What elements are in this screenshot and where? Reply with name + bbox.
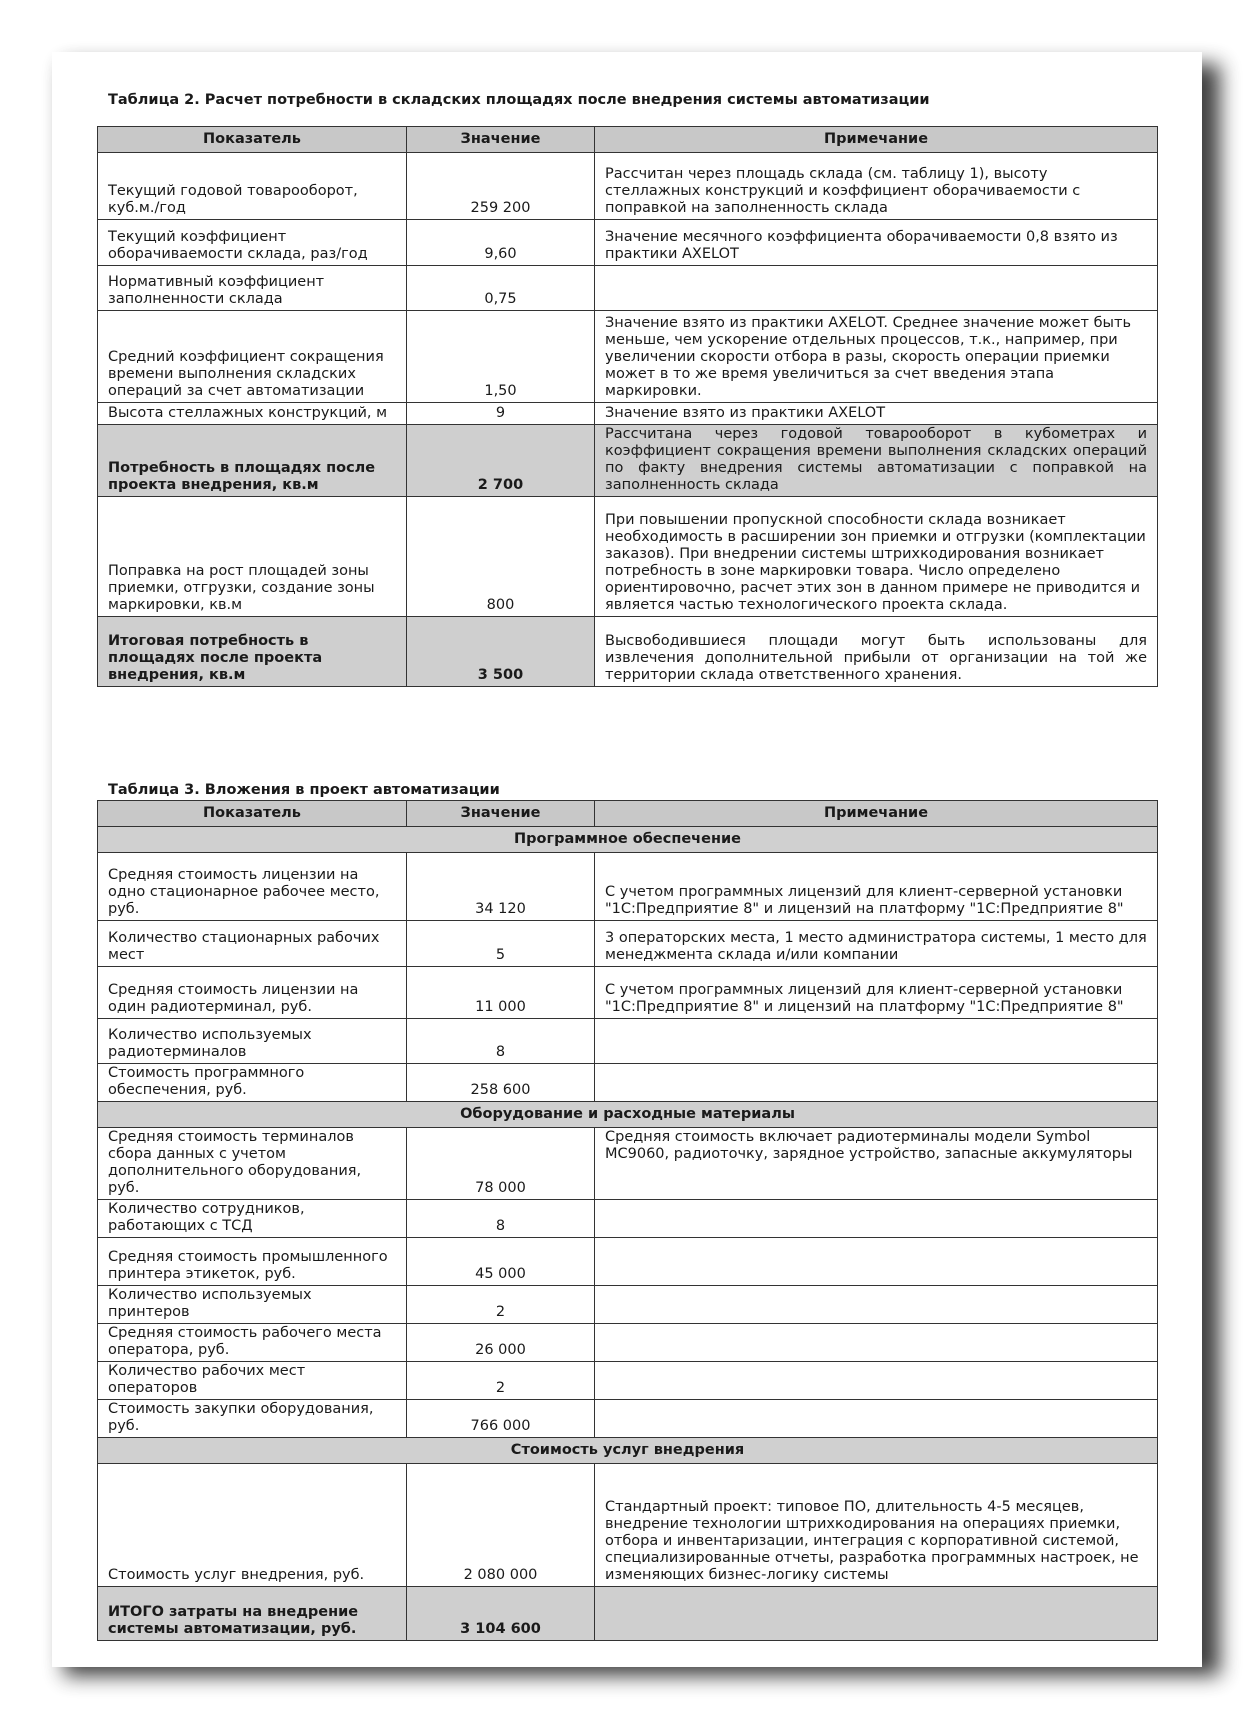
row-note [595, 1362, 1158, 1400]
row-value: 5 [407, 921, 595, 967]
row-indicator: Итоговая потребность в площадях после проекта внедрения, кв.м [98, 617, 407, 687]
row-note [595, 1400, 1158, 1438]
table-row [98, 497, 1158, 617]
row-indicator: Количество стационарных рабочих мест [98, 921, 407, 967]
table3-title: Таблица 3. Вложения в проект автоматизации [108, 782, 500, 798]
row-note [595, 1587, 1158, 1641]
row-value: 258 600 [407, 1064, 595, 1102]
row-note: Высвободившиеся площади могут быть использованы для извлечения дополнительной прибыли от организации на той же территории склада ответственного хранения. [595, 617, 1158, 687]
row-note [595, 1200, 1158, 1238]
table3-header-note: Примечание [595, 801, 1158, 827]
row-value: 259 200 [407, 153, 595, 220]
table2-header-value: Значение [407, 127, 595, 153]
row-value: 45 000 [407, 1238, 595, 1286]
table-row [98, 921, 1158, 967]
table-row [98, 153, 1158, 220]
table-row [98, 967, 1158, 1019]
row-note: С учетом программных лицензий для клиент-серверной установки "1С:Предприятие 8" и лицензий на платформу "1С:Предприятие 8" [595, 967, 1158, 1019]
table-row-total [98, 617, 1158, 687]
row-value: 0,75 [407, 266, 595, 311]
row-value: 8 [407, 1019, 595, 1064]
row-value: 2 080 000 [407, 1464, 595, 1587]
table3 [97, 800, 1158, 1641]
row-indicator: Средняя стоимость терминалов сбора данных с учетом дополнительного оборудования, руб. [98, 1128, 407, 1200]
row-value: 9 [407, 403, 595, 425]
row-value: 3 104 600 [407, 1587, 595, 1641]
table-row [98, 1238, 1158, 1286]
table2-title: Таблица 2. Расчет потребности в складских площадях после внедрения системы автоматизации [108, 92, 930, 108]
row-note: Средняя стоимость включает радиотерминалы модели Symbol MC9060, радиоточку, зарядное устройство, запасные аккумуляторы [595, 1128, 1158, 1200]
row-indicator: Количество рабочих мест операторов [98, 1362, 407, 1400]
row-value: 2 [407, 1362, 595, 1400]
row-indicator: Стоимость закупки оборудования, руб. [98, 1400, 407, 1438]
section-title: Стоимость услуг внедрения [98, 1438, 1158, 1464]
document-page [52, 52, 1202, 1667]
table3-header-indicator: Показатель [98, 801, 407, 827]
table-row [98, 220, 1158, 266]
row-note [595, 266, 1158, 311]
row-indicator: Потребность в площадях после проекта внедрения, кв.м [98, 425, 407, 497]
table-row [98, 1362, 1158, 1400]
row-note [595, 1064, 1158, 1102]
row-note: С учетом программных лицензий для клиент-серверной установки "1С:Предприятие 8" и лицензий на платформу "1С:Предприятие 8" [595, 853, 1158, 921]
table-row-total [98, 1587, 1158, 1641]
row-value: 11 000 [407, 967, 595, 1019]
row-indicator: Поправка на рост площадей зоны приемки, отгрузки, создание зоны маркировки, кв.м [98, 497, 407, 617]
row-indicator: Количество используемых принтеров [98, 1286, 407, 1324]
row-indicator: Текущий коэффициент оборачиваемости склада, раз/год [98, 220, 407, 266]
row-note [595, 1324, 1158, 1362]
table-row [98, 403, 1158, 425]
table-row [98, 311, 1158, 403]
table3-header-value: Значение [407, 801, 595, 827]
row-note [595, 1238, 1158, 1286]
table-row [98, 1324, 1158, 1362]
row-indicator: Количество используемых радиотерминалов [98, 1019, 407, 1064]
section-title: Программное обеспечение [98, 827, 1158, 853]
row-indicator: Средняя стоимость лицензии на один радиотерминал, руб. [98, 967, 407, 1019]
table-row [98, 1200, 1158, 1238]
row-indicator: Средняя стоимость рабочего места оператора, руб. [98, 1324, 407, 1362]
table-row [98, 853, 1158, 921]
table-row [98, 1464, 1158, 1587]
row-indicator: Количество сотрудников, работающих с ТСД [98, 1200, 407, 1238]
row-indicator: Стоимость программного обеспечения, руб. [98, 1064, 407, 1102]
row-indicator: Средняя стоимость промышленного принтера этикеток, руб. [98, 1238, 407, 1286]
row-note: При повышении пропускной способности склада возникает необходимость в расширении зон приемки и отгрузки (комплектации заказов). При внедрении системы штрихкодирования возникает потребность в зоне маркировки товара. Число определено ориентировочно, расчет этих зон в данном примере не приводится и является частью технологического проекта склада. [595, 497, 1158, 617]
row-note [595, 1286, 1158, 1324]
row-indicator: Средний коэффициент сокращения времени выполнения складских операций за счет автоматизации [98, 311, 407, 403]
table2-header-indicator: Показатель [98, 127, 407, 153]
row-value: 2 [407, 1286, 595, 1324]
table-row [98, 1400, 1158, 1438]
row-value: 1,50 [407, 311, 595, 403]
table-row [98, 1064, 1158, 1102]
row-note: Стандартный проект: типовое ПО, длительность 4-5 месяцев, внедрение технологии штрихкодирования на операциях приемки, отбора и инвентаризации, интеграция с корпоративной системой, специализированные отчеты, разработка программных настроек, не изменяющих бизнес-логику системы [595, 1464, 1158, 1587]
section-header-software [98, 827, 1158, 853]
row-value: 800 [407, 497, 595, 617]
row-note [595, 1019, 1158, 1064]
row-value: 9,60 [407, 220, 595, 266]
row-indicator: ИТОГО затраты на внедрение системы автоматизации, руб. [98, 1587, 407, 1641]
row-indicator: Нормативный коэффициент заполненности склада [98, 266, 407, 311]
section-header-services [98, 1438, 1158, 1464]
row-value: 8 [407, 1200, 595, 1238]
row-indicator: Высота стеллажных конструкций, м [98, 403, 407, 425]
table-row [98, 266, 1158, 311]
row-note: 3 операторских места, 1 место администратора системы, 1 место для менеджмента склада и/или компании [595, 921, 1158, 967]
table2-header-note: Примечание [595, 127, 1158, 153]
row-value: 766 000 [407, 1400, 595, 1438]
row-note: Значение взято из практики AXELOT [595, 403, 1158, 425]
table-row [98, 1128, 1158, 1200]
section-title: Оборудование и расходные материалы [98, 1102, 1158, 1128]
table-row [98, 1286, 1158, 1324]
row-indicator: Текущий годовой товарооборот, куб.м./год [98, 153, 407, 220]
row-value: 26 000 [407, 1324, 595, 1362]
table-row-highlight [98, 425, 1158, 497]
row-indicator: Средняя стоимость лицензии на одно стационарное рабочее место, руб. [98, 853, 407, 921]
row-value: 34 120 [407, 853, 595, 921]
row-note: Значение месячного коэффициента оборачиваемости 0,8 взято из практики AXELOT [595, 220, 1158, 266]
row-value: 2 700 [407, 425, 595, 497]
row-note: Значение взято из практики AXELOT. Среднее значение может быть меньше, чем ускорение отдельных процессов, т.к., например, при увеличении скорости отбора в разы, скорость операции приемки может в то же время увеличиться за счет введения этапа маркировки. [595, 311, 1158, 403]
table2-header-row [98, 127, 1158, 153]
section-header-equipment [98, 1102, 1158, 1128]
row-value: 3 500 [407, 617, 595, 687]
table2 [97, 126, 1158, 687]
row-indicator: Стоимость услуг внедрения, руб. [98, 1464, 407, 1587]
row-note: Рассчитана через годовой товарооборот в кубометрах и коэффициент сокращения времени выполнения складских операций по факту внедрения системы автоматизации с поправкой на заполненность склада [595, 425, 1158, 497]
row-note: Рассчитан через площадь склада (см. таблицу 1), высоту стеллажных конструкций и коэффициент оборачиваемости с поправкой на заполненность склада [595, 153, 1158, 220]
row-value: 78 000 [407, 1128, 595, 1200]
table-row [98, 1019, 1158, 1064]
table3-header-row [98, 801, 1158, 827]
